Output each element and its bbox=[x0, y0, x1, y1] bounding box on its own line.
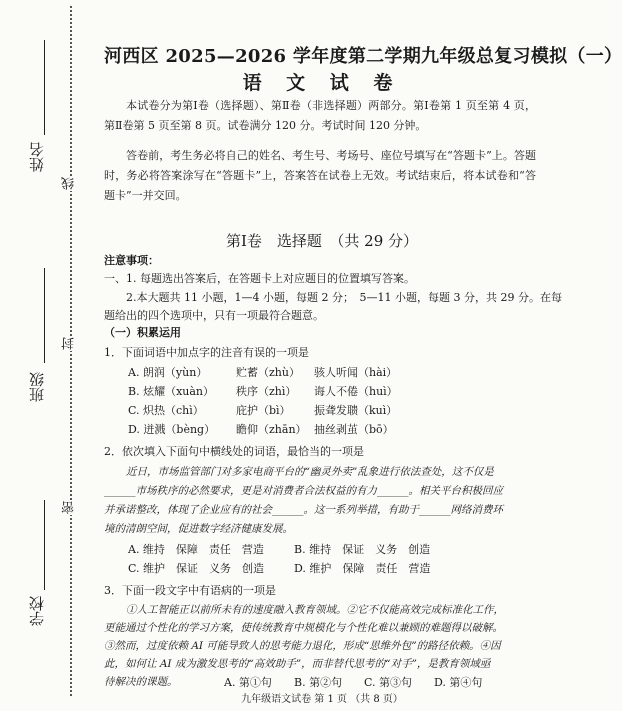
q1-stem: 1．下面词语中加点字的注音有误的一项是 bbox=[104, 346, 309, 359]
intro-paragraph-2: 答卷前，考生务必将自己的姓名、考生号、考场号、座位号填写在“答题卡”上。答题时，务必将答案涂写在“答题卡”上，答案答在试卷上无效。考试结束后，将本试卷和“答题卡”一并交回。 bbox=[104, 149, 536, 202]
notes-item-2a: 2.本大题共 11 小题，1—4 小题，每题 2 分； 5—11 小题，每题 3 分，共 29 分。在每 bbox=[126, 291, 562, 304]
q1-option-b-2: 秩序（zhì） bbox=[236, 385, 297, 398]
q2-passage-line-1: 近日，市场监管部门对多家电商平台的“幽灵外卖”乱象进行依法查处，这不仅是 bbox=[126, 466, 494, 478]
q3-option-b: B. 第②句 bbox=[294, 676, 343, 689]
section-title: 第Ⅰ卷 选择题 （共 29 分） bbox=[225, 232, 419, 250]
q2-passage-line-3: 并承诺整改，体现了企业应有的社会______。这一系列举措，有助于______网络消费环 bbox=[104, 504, 503, 516]
notes-heading: 注意事项： bbox=[104, 254, 159, 267]
seal-char-xian: 线 bbox=[62, 177, 77, 190]
school-blank-line bbox=[44, 500, 45, 590]
q1-option-b-3: 诲人不倦（huì） bbox=[314, 385, 398, 398]
q1-option-d-1: D. 迸溅（bèng） bbox=[128, 423, 216, 436]
binding-dotted-line bbox=[70, 6, 72, 696]
q1-option-a-3: 骇人听闻（hài） bbox=[314, 366, 398, 379]
binding-margin bbox=[0, 0, 95, 711]
q3-stem: 3．下面一段文字中有语病的一项是 bbox=[104, 584, 276, 597]
q1-option-b-1: B. 炫耀（xuàn） bbox=[128, 385, 215, 398]
q3-passage-line-4: 此，如何让 AI 成为激发思考的“高效助手”，而非替代思考的“对手”，是教育领域亟 bbox=[104, 658, 491, 670]
q2-option-a: A. 维持 保障 责任 营造 bbox=[128, 543, 264, 556]
name-blank-line bbox=[44, 40, 45, 135]
exam-title: 河西区 2025—2026 学年度第二学期九年级总复习模拟（一） bbox=[104, 46, 622, 67]
q2-passage-line-4: 境的清朗空间，促进数字经济健康发展。 bbox=[104, 523, 293, 535]
q2-option-d: D. 维护 保障 责任 营造 bbox=[294, 562, 431, 575]
name-label: 姓名 bbox=[28, 142, 46, 172]
q3-passage-line-3: ③然而，过度依赖 AI 可能导致人的思考能力退化，形成“思维外包”的路径依赖。④因 bbox=[104, 640, 501, 652]
notes-item-1: 一、1. 每题选出答案后，在答题卡上对应题目的位置填写答案。 bbox=[104, 272, 415, 285]
notes-item-2b: 题给出的四个选项中，只有一项最符合题意。 bbox=[104, 309, 324, 322]
school-label: 学校 bbox=[28, 596, 46, 626]
q3-passage-line-1: ①人工智能正以前所未有的速度融入教育领域。②它不仅能高效完成标准化工作， bbox=[126, 604, 504, 616]
seal-char-feng: 封 bbox=[62, 337, 77, 350]
q3-option-c: C. 第③句 bbox=[364, 676, 413, 689]
q3-option-d: D. 第④句 bbox=[434, 676, 483, 689]
q2-option-c: C. 维护 保证 义务 创造 bbox=[128, 562, 265, 575]
page-footer: 九年级语文试卷 第 1 页 （共 8 页） bbox=[241, 694, 403, 705]
exam-subtitle: 语 文 试 卷 bbox=[242, 72, 402, 94]
q1-option-c-3: 振聋发聩（kuì） bbox=[314, 404, 398, 417]
q1-option-c-1: C. 炽热（chì） bbox=[128, 404, 204, 417]
q3-passage-line-5: 待解决的课题。 bbox=[104, 676, 178, 688]
seal-char-mi: 密 bbox=[62, 501, 77, 514]
q1-option-d-2: 瞻仰（zhān） bbox=[236, 423, 307, 436]
q2-stem: 2．依次填入下面句中横线处的词语，最恰当的一项是 bbox=[104, 445, 364, 458]
q3-option-a: A. 第①句 bbox=[224, 676, 272, 689]
q1-option-c-2: 庇护（bì） bbox=[236, 404, 291, 417]
part-heading: （一）积累运用 bbox=[104, 326, 181, 339]
intro-paragraph-1: 本试卷分为第Ⅰ卷（选择题）、第Ⅱ卷（非选择题）两部分。第Ⅰ卷第 1 页至第 4 页，第Ⅱ卷第 5 页至第 8 页。试卷满分 120 分。考试时间 120 分钟。 bbox=[104, 99, 536, 132]
q2-passage-line-2: ______市场秩序的必然要求，更是对消费者合法权益的有力______。相关平台积极回应 bbox=[104, 485, 503, 497]
q1-option-d-3: 抽丝剥茧（bō） bbox=[314, 423, 394, 436]
q1-option-a-2: 贮蓄（zhù） bbox=[236, 366, 300, 379]
q2-option-b: B. 维持 保证 义务 创造 bbox=[294, 543, 431, 556]
q1-option-a-1: A. 朗润（yùn） bbox=[128, 366, 208, 379]
q3-passage-line-2: 更能通过个性化的学习方案，使传统教育中规模化与个性化难以兼顾的难题得以破解。 bbox=[104, 622, 503, 634]
class-label: 班级 bbox=[28, 372, 46, 402]
class-blank-line bbox=[44, 268, 45, 363]
